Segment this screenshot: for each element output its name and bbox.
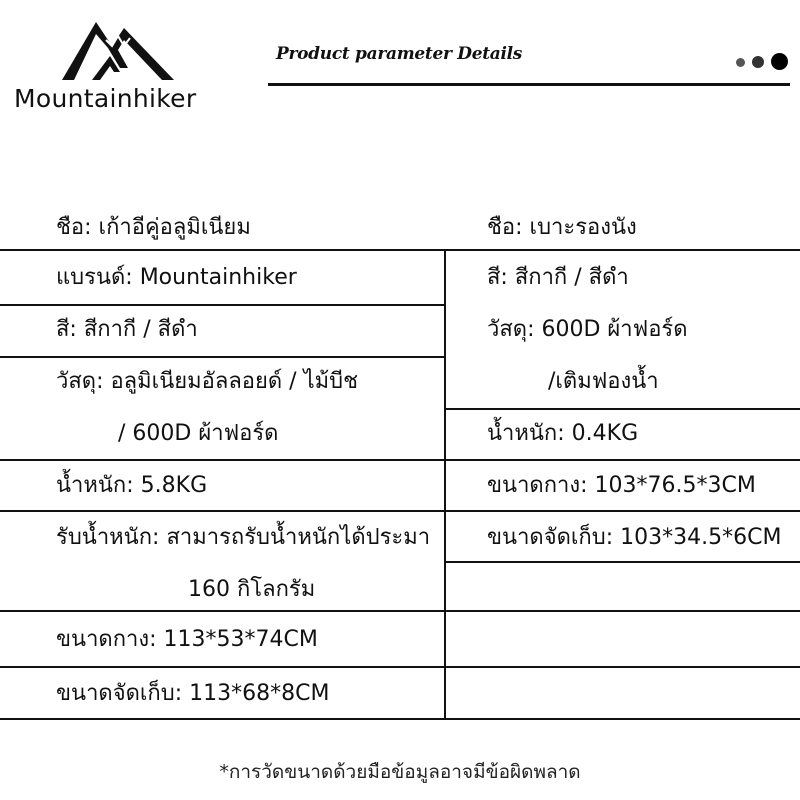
mountain-logo-icon — [62, 18, 174, 80]
cushion-weight: น้ำหนัก: 0.4KG — [487, 421, 639, 446]
chair-brand: แบรนด์: Mountainhiker — [56, 265, 297, 290]
cushion-color: สี: สีกากี / สีดำ — [487, 265, 629, 290]
measurement-footnote: *การวัดขนาดด้วยมือข้อมูลอาจมีข้อผิดพลาด — [219, 761, 581, 783]
row-divider — [0, 304, 444, 306]
chair-name: ชือ: เก้าอีคู่อลูมิเนียม — [56, 215, 251, 240]
chair-load-line2: 160 กิโลกรัม — [188, 577, 316, 602]
row-divider — [0, 510, 800, 512]
row-divider — [445, 408, 800, 410]
chair-material-line1: วัสดุ: อลูมิเนียมอัลลอยด์ / ไม้บีช — [56, 369, 359, 394]
cushion-material-line2: /เติมฟองน้ำ — [548, 369, 659, 394]
row-divider — [0, 249, 800, 251]
section-title: Product parameter Details — [276, 44, 523, 64]
column-divider — [444, 249, 446, 720]
cushion-folded-size: ขนาดจัดเก็บ: 103*34.5*6CM — [487, 525, 782, 550]
row-divider — [0, 718, 800, 720]
spec-table — [0, 200, 800, 720]
row-divider — [0, 666, 800, 668]
row-divider — [0, 356, 444, 358]
dot-icon — [771, 53, 788, 70]
row-divider — [0, 610, 800, 612]
brand-name: Mountainhiker — [14, 84, 197, 113]
row-divider — [445, 561, 800, 563]
chair-color: สี: สีกากี / สีดำ — [56, 317, 198, 342]
cushion-name: ชือ: เบาะรองนัง — [487, 215, 637, 240]
cushion-open-size: ขนาดกาง: 103*76.5*3CM — [487, 473, 756, 498]
brand-logo — [14, 18, 224, 118]
row-divider — [0, 459, 800, 461]
dot-icon — [736, 58, 745, 67]
chair-load-line1: รับน้ำหนัก: สามารถรับน้ำหนักได้ประมา — [56, 525, 431, 550]
chair-material-line2: / 600D ผ้าฟอร์ด — [118, 421, 279, 446]
chair-open-size: ขนาดกาง: 113*53*74CM — [56, 627, 318, 652]
dot-icon — [752, 56, 764, 68]
title-divider — [268, 83, 790, 86]
chair-weight: น้ำหนัก: 5.8KG — [56, 473, 208, 498]
cushion-material-line1: วัสดุ: 600D ผ้าฟอร์ด — [487, 317, 688, 342]
chair-folded-size: ขนาดจัดเก็บ: 113*68*8CM — [56, 681, 330, 706]
